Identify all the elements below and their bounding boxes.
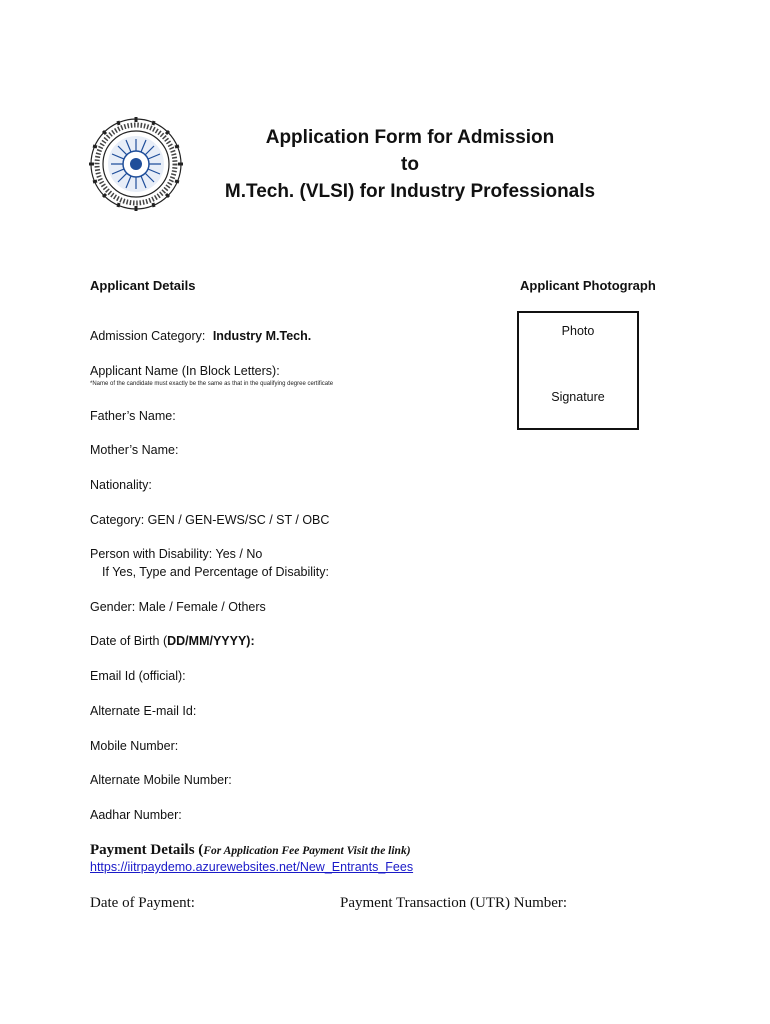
dob-format: DD/MM/YYYY): <box>167 634 255 648</box>
photo-label: Photo <box>561 324 595 338</box>
father-name-field: Father’s Name: <box>90 409 176 423</box>
signature-label: Signature <box>551 390 605 404</box>
payment-heading <box>90 841 411 859</box>
payment-date-field: Date of Payment: <box>90 895 195 911</box>
admission-category-field <box>90 329 311 343</box>
mother-name-field: Mother’s Name: <box>90 443 179 457</box>
disability-detail-field: If Yes, Type and Percentage of Disability: <box>102 565 329 579</box>
applicant-name-note: *Name of the candidate must exactly be the same as that in the qualifying degree certificate <box>90 381 334 387</box>
email-field: Email Id (official): <box>90 669 186 683</box>
dob-field <box>90 634 255 648</box>
applicant-photograph-heading: Applicant Photograph <box>520 278 656 293</box>
nationality-field: Nationality: <box>90 478 152 492</box>
applicant-details-heading: Applicant Details <box>90 278 196 293</box>
alt-mobile-field: Alternate Mobile Number: <box>90 773 232 787</box>
payment-heading-label: Payment Details ( <box>90 842 204 858</box>
alt-email-field: Alternate E-mail Id: <box>90 704 197 718</box>
photo-signature-box <box>517 311 639 430</box>
payment-link[interactable]: https://iitrpaydemo.azurewebsites.net/New_Entrants_Fees <box>90 860 414 874</box>
form-title-line3: M.Tech. (VLSI) for Industry Professionals <box>224 181 596 202</box>
payment-heading-note: For Application Fee Payment Visit the link) <box>203 845 411 857</box>
admission-category-label: Admission Category: <box>90 329 206 343</box>
dob-label: Date of Birth ( <box>90 634 168 648</box>
applicant-name-field: Applicant Name (In Block Letters): <box>90 364 280 378</box>
admission-category-value: Industry M.Tech. <box>212 329 312 343</box>
form-title-line1: Application Form for Admission <box>265 127 555 148</box>
aadhar-field: Aadhar Number: <box>90 808 182 822</box>
category-field: Category: GEN / GEN-EWS/SC / ST / OBC <box>90 513 330 527</box>
mobile-field: Mobile Number: <box>90 739 179 753</box>
gender-field: Gender: Male / Female / Others <box>90 600 266 614</box>
form-title-line2: to <box>401 154 419 175</box>
payment-utr-field: Payment Transaction (UTR) Number: <box>340 895 568 911</box>
disability-field: Person with Disability: Yes / No <box>90 547 263 561</box>
